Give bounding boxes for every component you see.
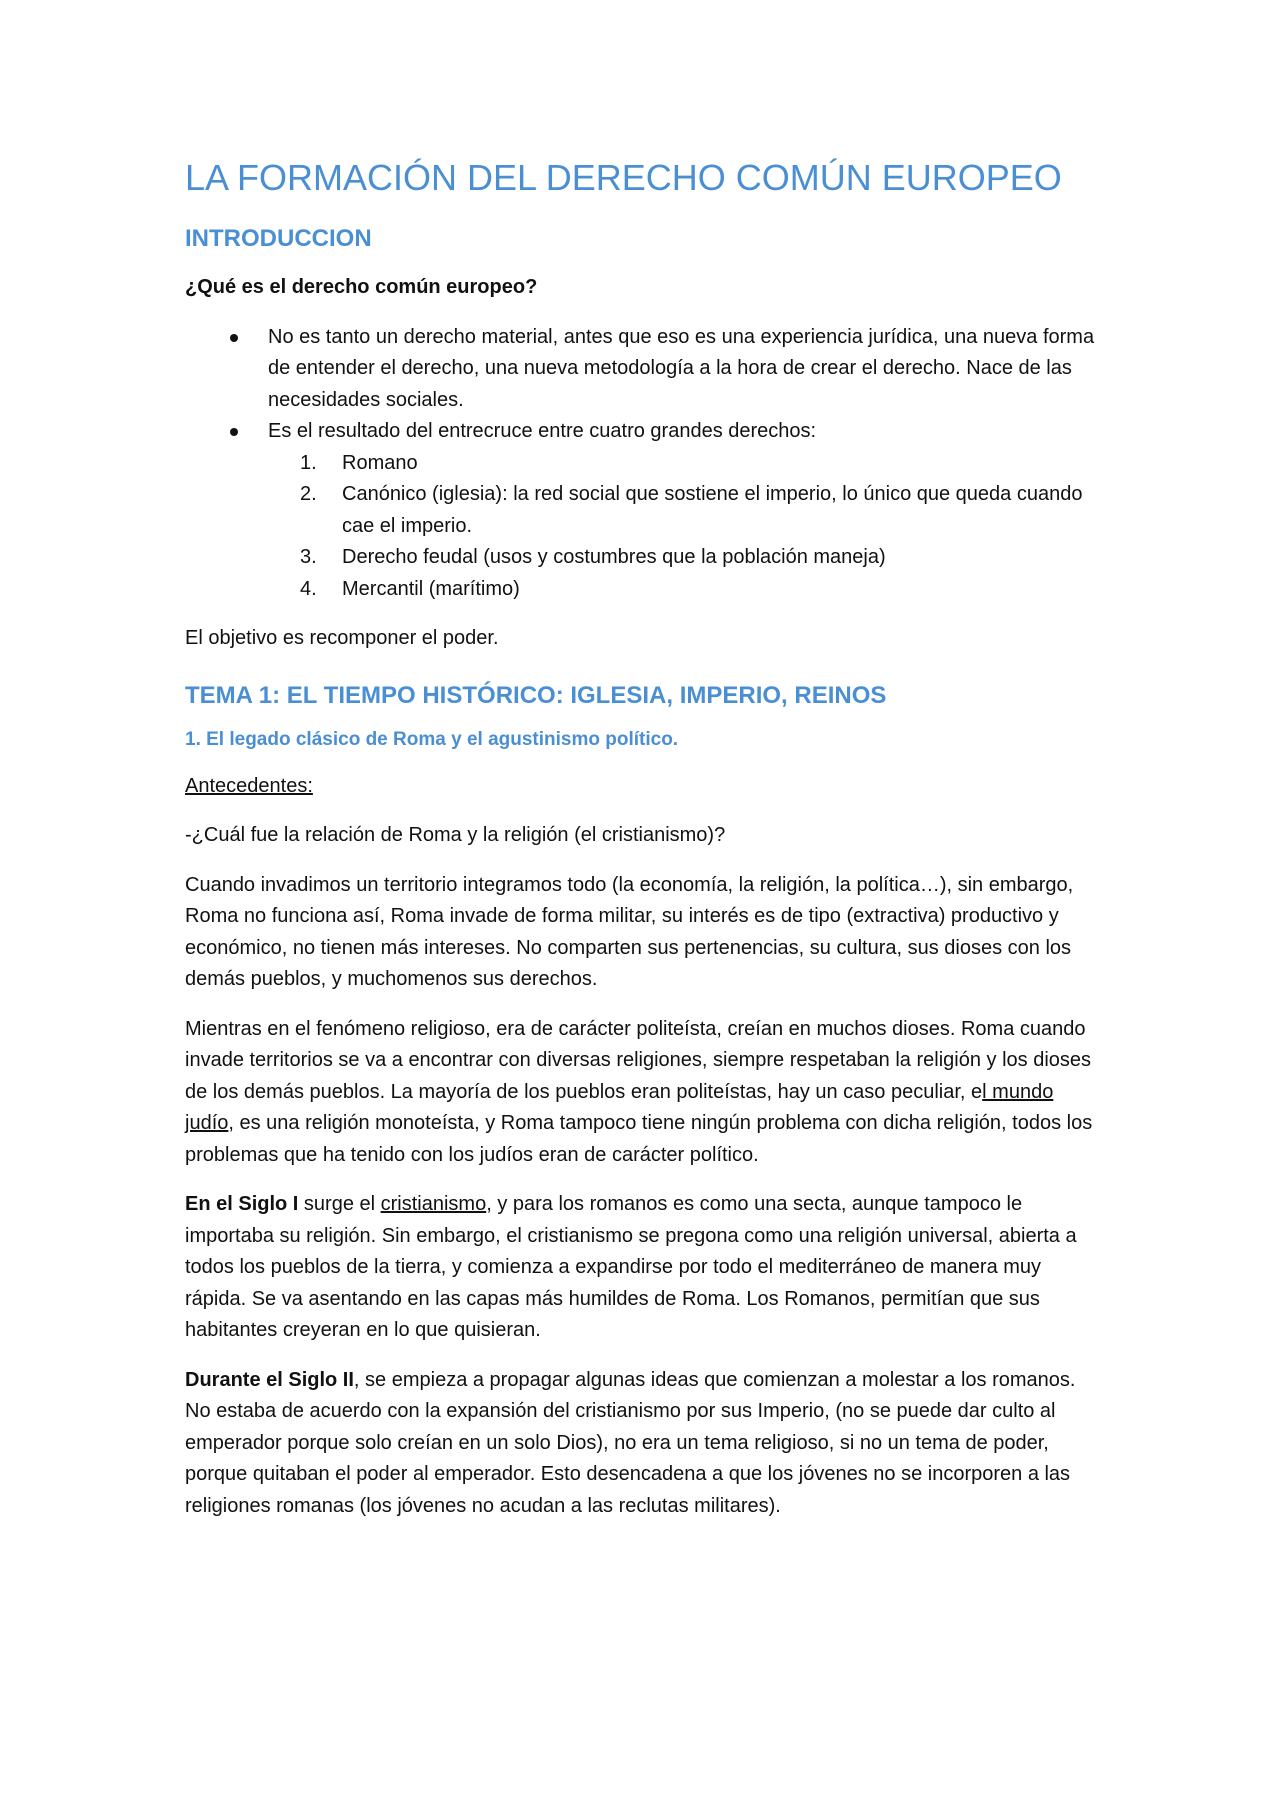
bullet-icon [230,428,238,436]
paragraph-4 [185,1365,1105,1523]
paragraph-1: Cuando invadimos un territorio integramos todo (la economía, la religión, la política…), sin embargo, Roma no funciona así, Roma invade de forma militar, su interés es de tipo (extractiva) productivo y económico, no tienen más intereses. No comparten sus pertenencias, su cultura, sus dioses con los demás pueblos, y muchomenos sus derechos. [185,873,1074,990]
roma-question: -¿Cuál fue la relación de Roma y la religión (el cristianismo)? [185,824,726,846]
tema1-subheading: 1. El legado clásico de Roma y el agustinismo político. [185,728,679,750]
numbered-list [268,448,1105,606]
document-title: LA FORMACIÓN DEL DERECHO COMÚN EUROPEO [185,157,1062,198]
item-text: Derecho feudal (usos y costumbres que la población maneja) [342,546,886,568]
antecedentes-paragraph [185,771,1105,803]
intro-question: ¿Qué es el derecho común europeo? [185,276,538,298]
paragraph-3 [185,1189,1105,1347]
numbered-item [264,479,1105,542]
item-number: 1. [300,451,317,474]
bullet-text: No es tanto un derecho material, antes que eso es una experiencia jurídica, una nueva forma de entender el derecho, una nueva metodología a la hora de crear el derecho. Nace de las necesidades sociales. [268,325,1095,411]
p4-bold: Durante el Siglo II [185,1368,354,1391]
p3-underlined: cristianismo [380,1193,487,1215]
objective-paragraph: El objetivo es recomponer el poder. [185,627,499,649]
numbered-item [264,448,1105,480]
item-number: 3. [300,546,317,568]
bullet-text: Es el resultado del entrecruce entre cuatro grandes derechos: [268,420,817,442]
item-number: 4. [300,577,317,600]
tema1-heading: TEMA 1: EL TIEMPO HISTÓRICO: IGLESIA, IMPERIO, REINOS [185,681,887,709]
document-page [185,150,1105,1540]
paragraph-2 [185,1014,1105,1172]
bullet-item [185,416,1105,605]
intro-bullet-list [185,322,1105,606]
item-text: Mercantil (marítimo) [342,577,520,600]
p2-text-a: Mientras en el fenómeno religioso, era de carácter politeísta, creían en muchos dioses. Roma cuando invade territorios se va a encontrar con diversas religiones, siempre respetaban la religión y los dioses de los demás pueblos. La mayoría de los pueblos eran politeístas, hay un caso peculiar, e [185,1017,1092,1103]
numbered-item [264,574,1105,606]
p2-text-b: , es una religión monoteísta, y Roma tampoco tiene ningún problema con dicha religión, todos los problemas que ha tenido con los judíos eran de carácter político. [185,1112,1093,1166]
p4-text-a: , se empieza a propagar algunas ideas que comienzan a molestar a los romanos. No estaba de acuerdo con la expansión del cristianismo por sus Imperio, (no se puede dar culto al emperador porque solo creían en un solo Dios), no era un tema religioso, si no un tema de poder, porque quitaban el poder al emperador. Esto desencadena a que los jóvenes no se incorporen a las religiones romanas (los jóvenes no acudan a las reclutas militares). [185,1368,1076,1517]
bullet-item [185,322,1105,417]
p3-bold: En el Siglo I [185,1193,299,1215]
numbered-item [264,542,1105,574]
p3-text-a: surge el [298,1193,381,1215]
p3-text-b: , y para los romanos es como una secta, aunque tampoco le importaba su religión. Sin embargo, el cristianismo se pregona como una religión universal, abierta a todos los pueblos de la tierra, y comienza a expandirse por todo el mediterráneo de manera muy rápida. Se va asentando en las capas más humildes de Roma. Los Romanos, permitían que sus habitantes creyeran en lo que quisieran. [185,1193,1077,1341]
intro-heading: INTRODUCCION [185,225,372,252]
item-text: Romano [342,451,418,474]
antecedentes-label: Antecedentes: [185,774,313,797]
p2-underlined: l mundo judío [185,1080,1054,1134]
item-text: Canónico (iglesia): la red social que sostiene el imperio, lo único que queda cuando cae el imperio. [342,483,1083,537]
item-number: 2. [300,483,317,505]
bullet-icon [230,334,238,342]
